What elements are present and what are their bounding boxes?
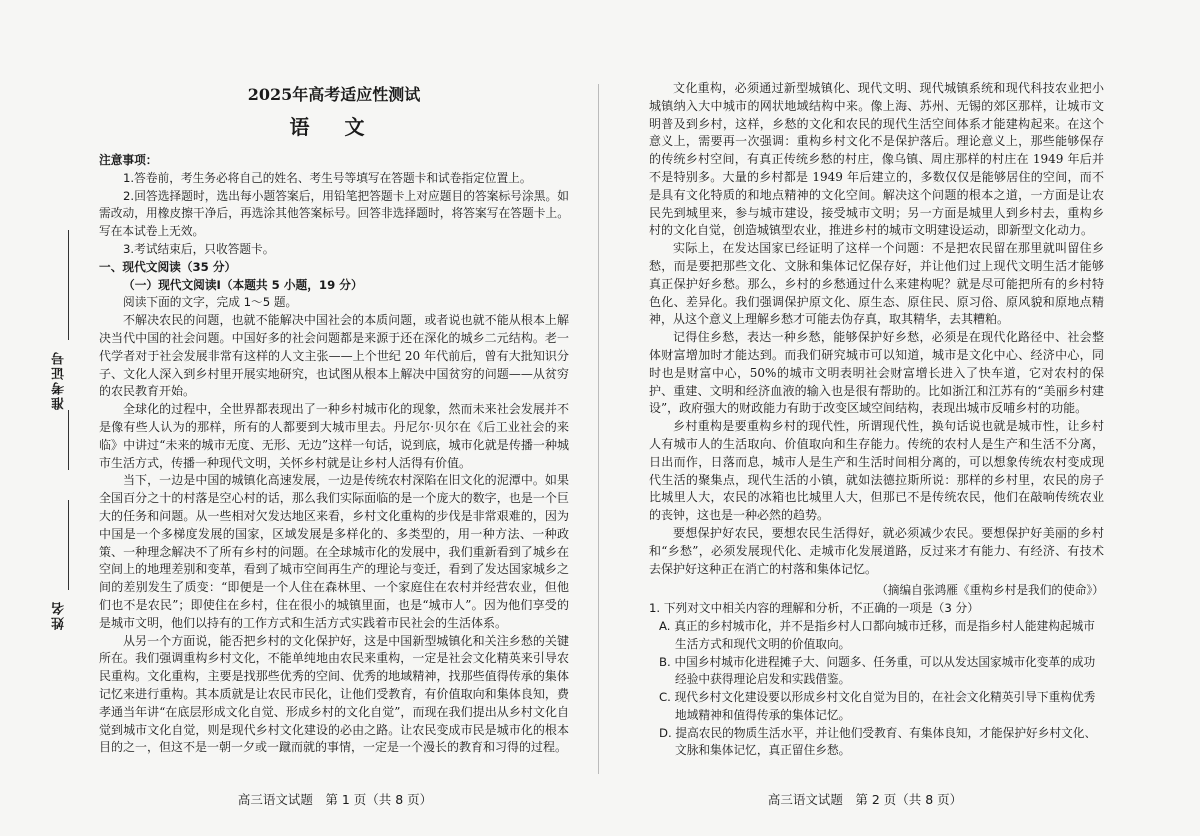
exam-id-label: 准考证号 [52, 350, 67, 410]
name-label: 姓名 [52, 600, 67, 630]
binding-margin [0, 0, 80, 836]
passage-paragraph: 当下，一边是中国的城镇化高速发展，一边是传统农村深陷在旧文化的泥潭中。如果全国百分之十的村落是空心村的话，那么我们实际面临的是一个庞大的数字，也是一个巨大的任务和问题。从一些相对欠发达地区来看，乡村文化重构的步伐是非常艰难的，因为中国是一个多梯度发展的国家，区域发展是多样化的、多类型的，用一种方法、一种政策、一种理念解决不了所有乡村的问题。在全球城市化的发展中，我们重新看到了城乡在空间上的地理差别和变革，看到了城市空间再生产的理论与变迁，看到了发达国家城乡之间的差别发生了质变：“即便是一个人住在森林里、一个家庭住在农村并经营农业，但他们也不是农民”；即使住在乡村，住在很小的城镇里面，也是“城市人”。因为他们享受的是城市文明，他们以持有的工作方式和生活方式实践着市民社会的生活体系。 [99, 473, 569, 630]
passage-paragraph: 从另一个方面说，能否把乡村的文化保护好，这是中国新型城镇化和关注乡愁的关键所在。我们强调重构乡村文化，不能单纯地由农民来重构，一定是社会文化精英来引导农民重构。文化重构，主要是找那些优秀的空间、优秀的地域精神，找那些值得传承的集体记忆来进行重构。其本质就是让农民市民化，让他们受教育，有价值取向和集体良知，费孝通当年讲“在底层形成文化自觉、形成乡村的文化自觉”，而现在我们提出从乡村文化自觉到城市文化自觉，则是现代乡村文化建设的必由之路。让农民变成市民是城市化的根本目的之一，但这不是一朝一夕或一蹴而就的事情，一定是一个漫长的教育和习得的过程。 [99, 633, 569, 755]
passage-paragraph: 全球化的过程中，全世界都表现出了一种乡村城市化的现象，然而未来社会发展并不是像有些人认为的那样，所有的人都要到大城市里去。丹尼尔·贝尔在《后工业社会的来临》中讲过“未来的城市无度、无形、无边”这样一句话，说到底，城市化就是传播一种城市生活方式，传播一种现代文明，关怀乡村就是让乡村人活得有价值。 [99, 402, 569, 470]
exam-id-write-line-lower [68, 410, 69, 470]
reading-instruction: 阅读下面的文字，完成 1～5 题。 [123, 295, 298, 310]
passage-paragraph: 文化重构，必须通过新型城镇化、现代文明、现代城镇系统和现代科技农业把小城镇纳入大中城市的网状地域结构中来。像上海、苏州、无锡的郊区那样，让城市文明普及到乡村，这样，乡愁的文化和农民的现代生活空间体系才能建构起来。在这个意义上，需要再一次强调：重构乡村文化不是保护落后。理论意义上，那些能够保存的传统乡村空间，有真正传统乡愁的村庄，像乌镇、周庄那样的村庄在 1949 年后并不是特别多。大量的乡村都是 1949 年后建立的，多数仅仅是能够居住的空间，而不是具有文化特质的和地点精神的文化空间。解决这个问题的根本之道，一方面是让农民先到城里来，参与城市建设，接受城市文明；另一方面是城里人到乡村去，重构乡村的文化自觉，创造城镇型农业，推进乡村的城市文明建设运动，即新型文化动力。 [649, 81, 1104, 238]
passage-paragraph: 要想保护好农民，要想农民生活得好，就必须减少农民。要想保护好美丽的乡村和“乡愁”，必须发展现代化、走城市化发展道路，反过来才有能力、有经济、有技术去保护好这种正在消亡的村落和集体记忆。 [649, 525, 1104, 576]
notice-item: 1.答卷前，考生务必将自己的姓名、考生号等填写在答题卡和试卷指定位置上。 [123, 170, 532, 185]
question-stem: 1. 下列对文中相关内容的理解和分析，不正确的一项是（3 分） [649, 601, 979, 616]
option-d: D. 提高农民的物质生活水平，并让他们受教育、有集体良知，才能保护好乡村文化、文脉和集体记忆，真正留住乡愁。 [659, 725, 1097, 758]
page-divider [598, 84, 599, 774]
subject-title: 语 文 [289, 115, 379, 139]
passage-paragraph: 记得住乡愁，表达一种乡愁，能够保护好乡愁，必须是在现代化路径中、社会整体财富增加时才能达到。而我们研究城市可以知道，城市是文化中心、经济中心，同时也是财富中心，50%的城市文明表明社会财富增长进入了快车道，它对农村的保护、重建、文明和经济血液的输入也是很有帮助的。比如浙江和江苏有的“美丽乡村建设”，政府强大的财政能力有助于改变区域空间结构，表现出城市反哺乡村的功能。 [649, 330, 1104, 416]
page-footer-right: 高三语文试题 第 2 页（共 8 页） [767, 792, 963, 807]
passage-paragraph: 实际上，在发达国家已经证明了这样一个问题：不是把农民留在那里就叫留住乡愁，而是要把那些文化、文脉和集体记忆保存好，并让他们过上现代文明生活才能够真正保护好乡愁。那么，乡村的乡愁通过什么来建构呢？就是尽可能把所有的乡村特色化、差异化。我们强调保护原文化、原生态、原住民、原习俗、原风貌和原地点精神，从这个意义上理解乡愁才可能去伪存真，取其精华，去其糟粕。 [649, 241, 1104, 327]
subsection-heading: （一）现代文阅读Ⅰ（本题共 5 小题，19 分） [123, 277, 363, 292]
notice-item: 3.考试结束后，只收答题卡。 [123, 241, 275, 256]
notice-item: 2.回答选择题时，选出每小题答案后，用铅笔把答题卡上对应题目的答案标号涂黑。如需改动，用橡皮擦干净后，再选涂其他答案标号。回答非选择题时，将答案写在答题卡上。写在本试卷上无效。 [99, 188, 569, 239]
exam-id-write-line [68, 230, 69, 340]
section-heading: 一、现代文阅读（35 分） [99, 259, 237, 274]
option-a: A. 真正的乡村城市化，并不是指乡村人口都向城市迁移，而是指乡村人能建构起城市生活方式和现代文明的价值取向。 [659, 618, 1095, 651]
notice-heading: 注意事项： [99, 153, 158, 167]
right-page [649, 80, 1104, 760]
passage-source: （摘编自张鸿雁《重构乡村是我们的使命》） [876, 583, 1104, 598]
page-footer-left: 高三语文试题 第 1 页（共 8 页） [237, 792, 433, 807]
exam-title: 2025年高考适应性测试 [247, 85, 421, 104]
left-page [99, 84, 569, 757]
option-c: C. 现代乡村文化建设要以形成乡村文化自觉为目的，在社会文化精英引导下重构优秀地域精神和值得传承的集体记忆。 [659, 690, 1096, 722]
name-write-line [68, 500, 69, 590]
passage-paragraph: 乡村重构是要重构乡村的现代性，所谓现代性，换句话说也就是城市性，让乡村人有城市人的生活取向、价值取向和生存能力。传统的农村人是生产和生活不分离，日出而作，日落而息，城市人是生产和生活时间相分离的，可以想象传统农村变成现代生活的聚集点，现代生活的小镇，就如法德拉斯所说：那样的乡村里，农民的房子比城里人大，农民的冰箱也比城里人大，但那已不是传统农民，他们在敲响传统农业的丧钟，这也是一种必然的趋势。 [649, 419, 1104, 523]
option-b: B. 中国乡村城市化进程摊子大、问题多、任务重，可以从发达国家城市化变革的成功经验中获得理论启发和实践借鉴。 [659, 654, 1096, 687]
passage-paragraph: 不解决农民的问题，也就不能解决中国社会的本质问题，或者说也就不能从根本上解决当代中国的社会问题。中国好多的社会问题都是来源于还在深化的城乡二元结构。老一代学者对于社会发展非常有这样的人文主张——上个世纪 20 年代前后，曾有大批知识分子、文化人深入到乡村里开展实地研究，也试图从根本上解决中国贫穷的问题——从贫穷的农民教育开始。 [99, 313, 569, 399]
